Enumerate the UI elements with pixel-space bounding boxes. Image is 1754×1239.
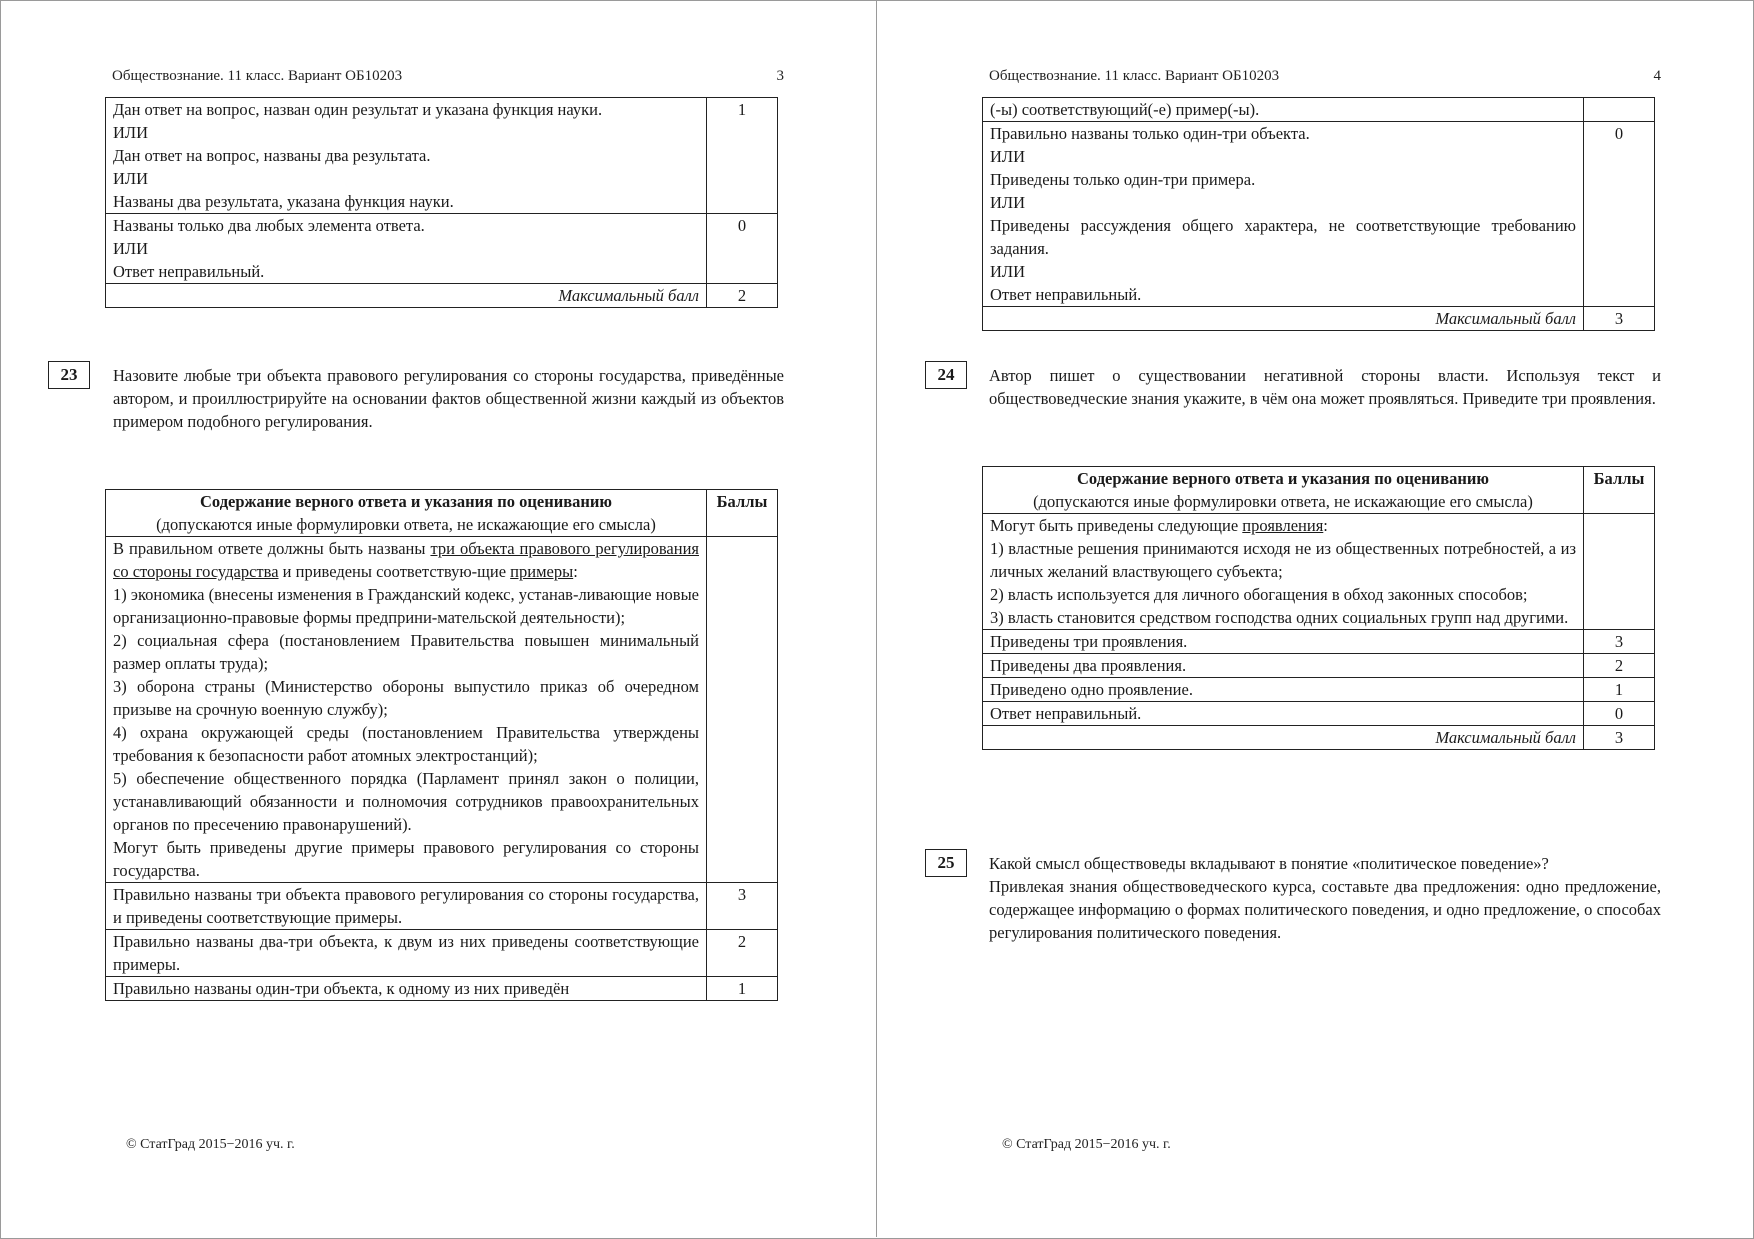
answer-item: 1) экономика (внесены изменения в Гражданский кодекс, устанав-ливающие новые организационно-правовые формы предприни-мательской деятельности); xyxy=(113,585,699,627)
table-row xyxy=(983,726,1655,750)
criteria-line: ИЛИ xyxy=(990,193,1026,212)
left-page-number: 3 xyxy=(776,68,784,84)
points-cell: 3 xyxy=(1584,630,1655,654)
criteria-line: ИЛИ xyxy=(990,262,1026,281)
criteria-line: Ответ неправильный. xyxy=(113,262,265,281)
table-header-points: Баллы xyxy=(1584,467,1655,514)
score-criteria-cell xyxy=(983,122,1584,307)
task-24-answer-table xyxy=(982,466,1655,750)
intro-text: Могут быть приведены следующие xyxy=(990,516,1243,535)
answer-intro xyxy=(113,537,699,583)
left-top-table xyxy=(105,97,778,308)
criteria-line: Правильно названы только один-три объекта. xyxy=(990,124,1310,143)
table-row xyxy=(106,930,778,977)
points-cell: 1 xyxy=(1584,678,1655,702)
table-row xyxy=(106,214,778,284)
criteria-line: Названы только два любых элемента ответа. xyxy=(113,216,425,235)
right-header xyxy=(989,68,1661,85)
intro-text: В правильном ответе должны быть названы xyxy=(113,539,431,558)
answer-intro xyxy=(990,514,1576,537)
score-criteria-cell xyxy=(106,214,707,284)
answer-item: 1) властные решения принимаются исходя не из общественных потребностей, а из личных желаний властвующего субъекта; xyxy=(990,539,1576,581)
header-note: (допускаются иные формулировки ответа, не искажающие его смысла) xyxy=(156,515,656,534)
score-criteria-cell: Ответ неправильный. xyxy=(983,702,1584,726)
right-top-table xyxy=(982,97,1655,331)
table-header-content xyxy=(983,467,1584,514)
criteria-line: Приведены только один-три примера. xyxy=(990,170,1256,189)
intro-underlined: примеры xyxy=(510,562,574,581)
task-24-text: Автор пишет о существовании негативной стороны власти. Используя текст и обществоведческие знания укажите, в чём она может проявляться. Приведите три проявления. xyxy=(989,366,1661,408)
table-header-row xyxy=(983,467,1655,514)
answer-item: 3) власть становится средством господства одних социальных групп над другими. xyxy=(990,608,1569,627)
score-criteria-cell: (-ы) соответствующий(-е) пример(-ы). xyxy=(983,98,1584,122)
table-row xyxy=(106,977,778,1001)
intro-text: : xyxy=(573,562,578,581)
table-row xyxy=(983,307,1655,331)
left-footer: © СтатГрад 2015−2016 уч. г. xyxy=(126,1137,295,1152)
points-cell: 1 xyxy=(707,977,778,1001)
table-row xyxy=(983,122,1655,307)
answer-content-cell xyxy=(106,537,707,883)
score-criteria-cell: Приведены два проявления. xyxy=(983,654,1584,678)
max-score-value: 2 xyxy=(707,284,778,308)
table-header-content xyxy=(106,490,707,537)
points-cell: 2 xyxy=(1584,654,1655,678)
points-cell: 0 xyxy=(1584,122,1655,307)
score-criteria-cell: Правильно названы два-три объекта, к двум из них приведены соответствующие примеры. xyxy=(106,930,707,977)
table-row xyxy=(106,883,778,930)
max-score-value: 3 xyxy=(1584,307,1655,331)
left-page xyxy=(0,0,876,1237)
header-note: (допускаются иные формулировки ответа, не искажающие его смысла) xyxy=(1033,492,1533,511)
criteria-line: Приведены рассуждения общего характера, не соответствующие требованию задания. xyxy=(990,216,1576,258)
score-criteria-cell xyxy=(106,98,707,214)
points-cell xyxy=(1584,514,1655,630)
points-cell: 3 xyxy=(707,883,778,930)
table-header-points: Баллы xyxy=(707,490,778,537)
table-row xyxy=(106,284,778,308)
answer-item: 2) социальная сфера (постановлением Правительства повышен минимальный размер оплаты труда); xyxy=(113,631,699,673)
points-cell: 2 xyxy=(707,930,778,977)
criteria-line: ИЛИ xyxy=(113,239,149,258)
table-header-row xyxy=(106,490,778,537)
max-score-label: Максимальный балл xyxy=(983,726,1584,750)
criteria-line: ИЛИ xyxy=(113,123,149,142)
right-footer: © СтатГрад 2015−2016 уч. г. xyxy=(1002,1137,1171,1152)
intro-underlined: проявления xyxy=(1242,516,1324,535)
answer-item: 5) обеспечение общественного порядка (Парламент принял закон о полиции, устанавливающий обязанности и полномочия сотрудников правоохранительных органов по пресечению правонарушений). xyxy=(113,769,699,834)
left-header-title: Обществознание. 11 класс. Вариант ОБ10203 xyxy=(112,68,403,84)
score-criteria-cell: Приведены три проявления. xyxy=(983,630,1584,654)
score-criteria-cell: Правильно названы три объекта правового регулирования со стороны государства, и приведены соответствующие примеры. xyxy=(106,883,707,930)
header-title: Содержание верного ответа и указания по оцениванию xyxy=(200,492,612,511)
criteria-line: ИЛИ xyxy=(990,147,1026,166)
points-cell: 0 xyxy=(707,214,778,284)
right-header-title: Обществознание. 11 класс. Вариант ОБ10203 xyxy=(989,68,1280,84)
table-row xyxy=(983,654,1655,678)
max-score-label: Максимальный балл xyxy=(106,284,707,308)
table-row xyxy=(983,702,1655,726)
task-23-answer-table xyxy=(105,489,778,1001)
answer-item: 3) оборона страны (Министерство обороны выпустило приказ об очередном призыве на срочную военную службу); xyxy=(113,677,699,719)
score-criteria-cell: Правильно названы один-три объекта, к одному из них приведён xyxy=(106,977,707,1001)
task-number-24: 24 xyxy=(925,361,967,389)
max-score-label: Максимальный балл xyxy=(983,307,1584,331)
points-cell: 1 xyxy=(707,98,778,214)
right-page xyxy=(877,0,1752,1237)
table-row xyxy=(983,678,1655,702)
left-header xyxy=(112,68,784,85)
task-25-instruction: Привлекая знания обществоведческого курса, составьте два предложения: одно предложение, содержащее информацию о формах политического поведения, и одно предложение, о способах регулирования политического поведения. xyxy=(989,877,1661,942)
criteria-line: Ответ неправильный. xyxy=(990,285,1142,304)
points-cell xyxy=(707,537,778,883)
task-25-text xyxy=(989,852,1661,944)
intro-underlined: три объекта правового регулирования со стороны государства xyxy=(113,539,699,581)
criteria-line: ИЛИ xyxy=(113,169,149,188)
answer-item: 4) охрана окружающей среды (постановлением Правительства утверждены требования к безопасности работ атомных электростанций); xyxy=(113,723,699,765)
table-row xyxy=(106,537,778,883)
table-row xyxy=(106,98,778,214)
score-criteria-cell: Приведено одно проявление. xyxy=(983,678,1584,702)
header-title: Содержание верного ответа и указания по оцениванию xyxy=(1077,469,1489,488)
max-score-value: 3 xyxy=(1584,726,1655,750)
task-23-text: Назовите любые три объекта правового регулирования со стороны государства, приведённые автором, и проиллюстрируйте на основании фактов общественной жизни каждый из объектов примером подобного регулирования. xyxy=(113,366,784,431)
right-page-number: 4 xyxy=(1653,68,1661,84)
criteria-line: Названы два результата, указана функция науки. xyxy=(113,192,454,211)
task-number-23: 23 xyxy=(48,361,90,389)
points-cell: 0 xyxy=(1584,702,1655,726)
task-number-25: 25 xyxy=(925,849,967,877)
intro-text: : xyxy=(1323,516,1328,535)
table-row xyxy=(983,514,1655,630)
task-25-question: Какой смысл обществоведы вкладывают в понятие «политическое поведение»? xyxy=(989,854,1549,873)
intro-text: и приведены соответствую-щие xyxy=(278,562,511,581)
table-row xyxy=(983,630,1655,654)
criteria-line: Дан ответ на вопрос, названы два результата. xyxy=(113,146,431,165)
table-row xyxy=(983,98,1655,122)
points-cell xyxy=(1584,98,1655,122)
answer-item: 2) власть используется для личного обогащения в обход законных способов; xyxy=(990,585,1528,604)
answer-content-cell xyxy=(983,514,1584,630)
answer-item: Могут быть приведены другие примеры правового регулирования со стороны государства. xyxy=(113,838,699,880)
criteria-line: Дан ответ на вопрос, назван один результат и указана функция науки. xyxy=(113,100,603,119)
